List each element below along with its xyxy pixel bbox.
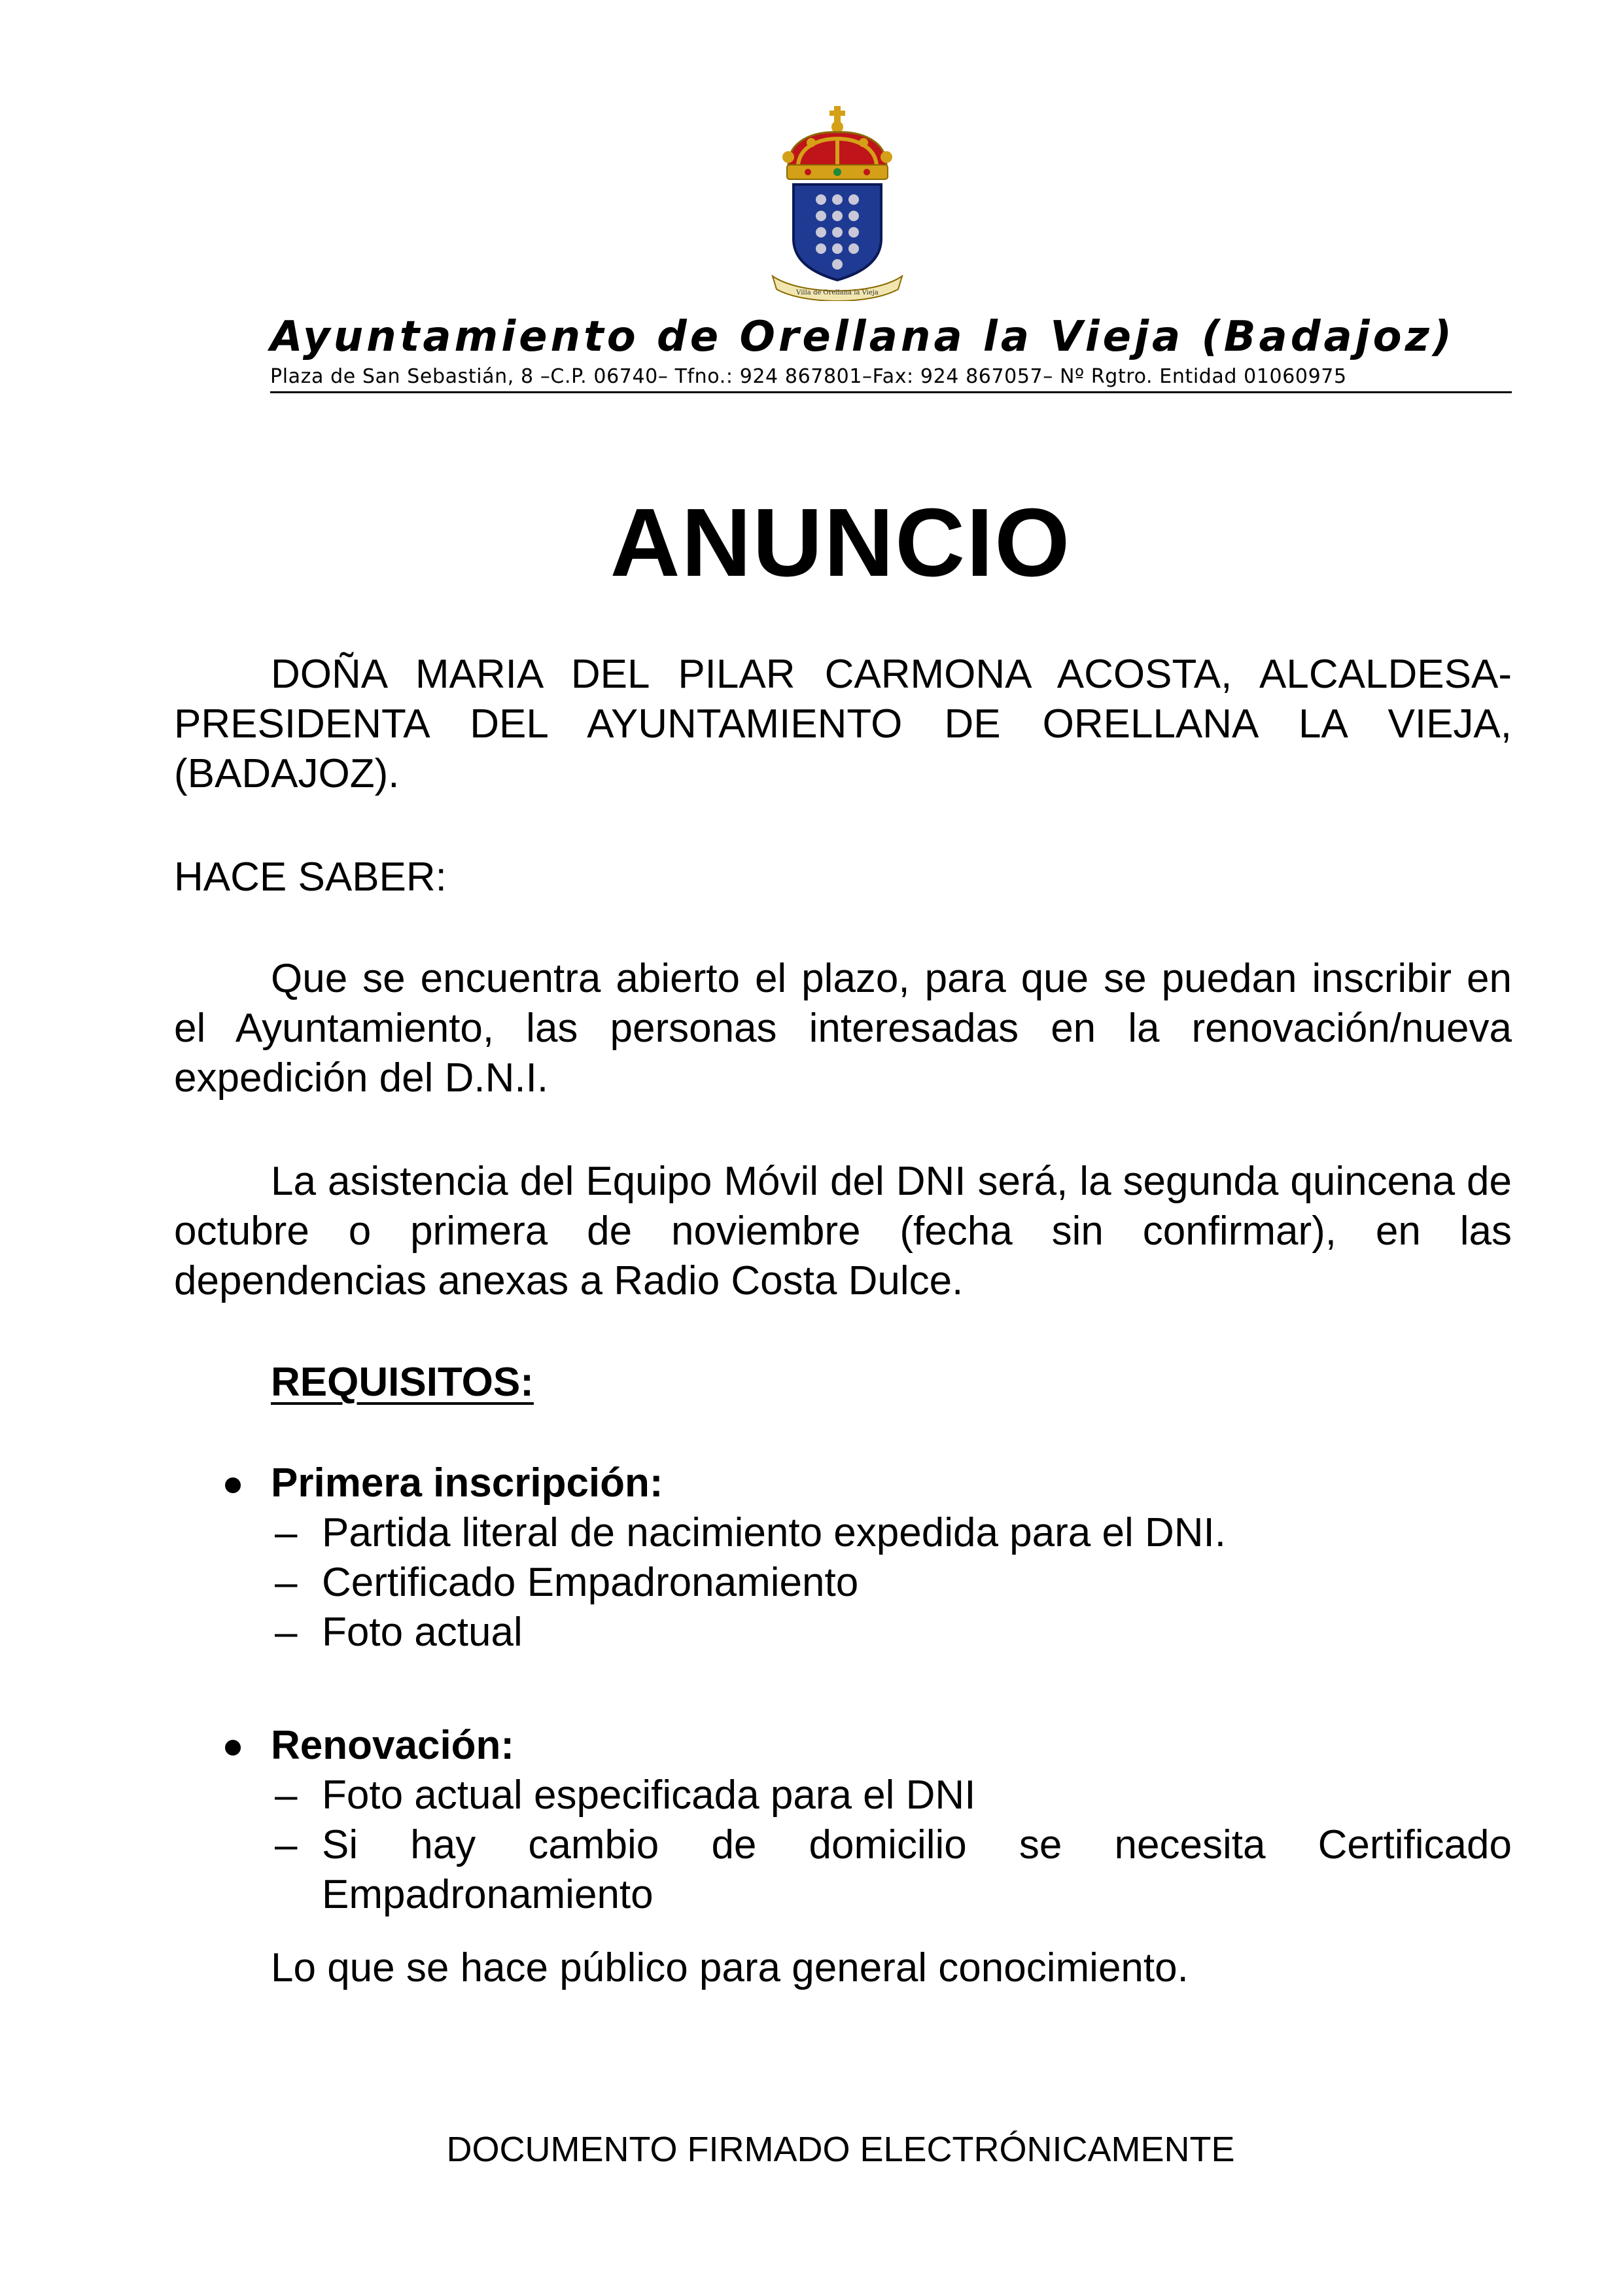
- section-heading: [222, 1721, 1512, 1771]
- closing-paragraph: Lo que se hace público para general conocimiento.: [271, 1945, 1189, 1990]
- section-heading-label: Primera inscripción:: [271, 1460, 663, 1506]
- list-item: [222, 1771, 1512, 1820]
- bullet-icon: [225, 1740, 241, 1756]
- header-divider: [270, 391, 1512, 393]
- organization-address: Plaza de San Sebastián, 8 –C.P. 06740– Tfno.: 924 867801–Fax: 924 867057– Nº Rgtro. Entidad 01060975: [270, 365, 1347, 388]
- asistencia-paragraph: La asistencia del Equipo Móvil del DNI será, la segunda quincena de octubre o primera de noviembre (fecha sin confirmar), en las dependencias anexas a Radio Costa Dulce.: [174, 1159, 1512, 1303]
- section-renovacion: [222, 1721, 1512, 1920]
- list-item: [222, 1558, 1512, 1608]
- dash-icon: –: [275, 1510, 298, 1555]
- bullet-icon: [225, 1477, 241, 1493]
- list-item-text: Foto actual especificada para el DNI: [322, 1773, 976, 1818]
- dash-icon: –: [275, 1822, 298, 1867]
- hace-saber-heading: HACE SABER:: [174, 855, 447, 900]
- dash-icon: –: [275, 1773, 298, 1818]
- dash-icon: –: [275, 1610, 298, 1655]
- intro-paragraph: DOÑA MARIA DEL PILAR CARMONA ACOSTA, ALCALDESA-PRESIDENTA DEL AYUNTAMIENTO DE ORELLANA LA VIEJA, (BADAJOZ).: [174, 652, 1512, 796]
- electronic-signature-note: DOCUMENTO FIRMADO ELECTRÓNICAMENTE: [446, 2130, 1235, 2169]
- municipal-crest-logo: [769, 105, 906, 301]
- section-primera-inscripcion: [222, 1458, 1512, 1657]
- section-heading: [222, 1458, 1512, 1508]
- list-item-text: Si hay cambio de domicilio se necesita Certificado Empadronamiento: [322, 1822, 1512, 1917]
- dash-icon: –: [275, 1560, 298, 1605]
- section-heading-label: Renovación:: [271, 1723, 515, 1768]
- list-item: [222, 1608, 1512, 1657]
- list-item-text: Certificado Empadronamiento: [322, 1560, 859, 1605]
- list-item-text: Foto actual: [322, 1610, 523, 1655]
- list-item: [222, 1508, 1512, 1558]
- list-item-text: Partida literal de nacimiento expedida para el DNI.: [322, 1510, 1226, 1555]
- organization-name: Ayuntamiento de Orellana la Vieja (Badajoz): [270, 313, 1456, 361]
- document-title: ANUNCIO: [610, 489, 1072, 597]
- requisitos-heading: REQUISITOS:: [271, 1360, 534, 1405]
- plazo-paragraph: Que se encuentra abierto el plazo, para que se puedan inscribir en el Ayuntamiento, las personas interesadas en la renovación/nueva expedición del D.N.I.: [174, 956, 1512, 1101]
- crest-motto: Villa de Orellana la Vieja: [796, 289, 879, 296]
- list-item: [222, 1820, 1512, 1920]
